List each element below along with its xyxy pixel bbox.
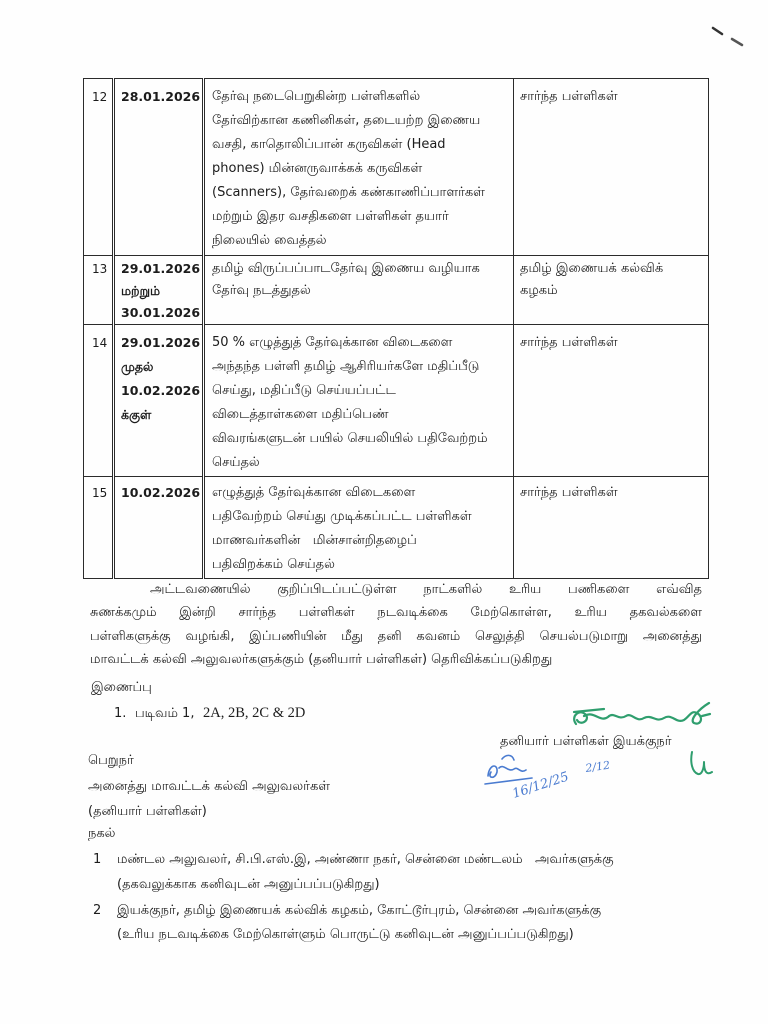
handwritten-note-ref: 2/12 bbox=[584, 758, 611, 775]
date-line: 30.01.2026 bbox=[121, 305, 201, 320]
task-line: செய்து, மதிப்பீடு செய்யப்பட்ட bbox=[212, 383, 396, 398]
task-line: (Scanners), தேர்வறைக் கண்காணிப்பாளர்கள் bbox=[212, 185, 485, 200]
copy-item-number: 1 bbox=[93, 852, 102, 867]
responsible-line: சார்ந்த பள்ளிகள் bbox=[520, 335, 618, 350]
copy-item-line: (உரிய நடவடிக்கை மேற்கொள்ளும் பொருட்டு கனிவுடன் அனுப்பப்படுகிறது) bbox=[117, 927, 574, 942]
task-line: தேர்விற்கான கணினிகள், தடையற்ற இணைய bbox=[212, 113, 481, 128]
date-line: மற்றும் bbox=[121, 283, 161, 298]
task-line: வசதி, காதொலிப்பான் கருவிகள் (Head bbox=[212, 137, 446, 152]
paragraph-line: மாவட்டக் கல்வி அலுவலர்களுக்கும் (தனியார் பள்ளிகள்) தெரிவிக்கப்படுகிறது bbox=[90, 651, 553, 667]
task-line: மாணவர்களின் மின்சான்றிதழைப் bbox=[212, 533, 417, 548]
date-line: 28.01.2026 bbox=[121, 89, 201, 104]
copy-item-line: இயக்குநர், தமிழ் இணையக் கல்விக் கழகம், கோட்டூர்புரம், சென்னை அவர்களுக்கு bbox=[117, 903, 602, 918]
paragraph-line: பள்ளிகளுக்கு வழங்கி, இப்பணியின் மீது தனி கவனம் செலுத்தி செயல்படுமாறு அனைத்து bbox=[90, 628, 702, 644]
row-number: 15 bbox=[84, 477, 114, 579]
date-cell bbox=[114, 477, 204, 579]
recipient-line: (தனியார் பள்ளிகள்) bbox=[88, 804, 207, 819]
handwritten-initials-note bbox=[480, 750, 620, 806]
signatory-designation: தனியார் பள்ளிகள் இயக்குநர் bbox=[500, 734, 672, 749]
paragraph-line: சுணக்கமும் இன்றி சார்ந்த பள்ளிகள் நடவடிக்கை மேற்கொள்ள, உரிய தகவல்களை bbox=[90, 605, 702, 621]
date-cell bbox=[114, 325, 204, 477]
paragraph-line: அட்டவணையில் குறிப்பிடப்பட்டுள்ள நாட்களில் உரிய பணிகளை எவ்வித bbox=[150, 582, 702, 597]
schedule-row bbox=[84, 325, 709, 477]
copy-item-line: (தகவலுக்காக கனிவுடன் அனுப்பப்படுகிறது) bbox=[117, 877, 380, 892]
schedule-row bbox=[84, 79, 709, 256]
task-cell bbox=[204, 256, 514, 325]
date-line: 29.01.2026 bbox=[121, 335, 201, 350]
task-line: 50 % எழுத்துத் தேர்வுக்கான விடைகளை bbox=[212, 335, 453, 350]
row-number: 12 bbox=[84, 79, 114, 256]
task-line: தேர்வு நடத்துதல் bbox=[212, 283, 311, 298]
scan-artifact-marks bbox=[706, 22, 750, 50]
recipient-heading: பெறுநர் bbox=[88, 753, 134, 768]
responsible-cell bbox=[514, 79, 709, 256]
task-cell bbox=[204, 79, 514, 256]
row-number: 14 bbox=[84, 325, 114, 477]
responsible-cell bbox=[514, 477, 709, 579]
row-number: 13 bbox=[84, 256, 114, 325]
signature-flourish bbox=[686, 748, 716, 780]
date-line: க்குள் bbox=[121, 407, 152, 422]
date-cell bbox=[114, 256, 204, 325]
task-line: பதிவிறக்கம் செய்தல் bbox=[212, 557, 335, 572]
copy-item-line: மண்டல அலுவலர், சி.பி.எஸ்.இ, அண்ணா நகர், சென்னை மண்டலம் அவர்களுக்கு bbox=[117, 852, 614, 867]
task-line: எழுத்துத் தேர்வுக்கான விடைகளை bbox=[212, 485, 416, 500]
task-line: செய்தல் bbox=[212, 455, 260, 470]
task-line: தேர்வு நடைபெறுகின்ற பள்ளிகளில் bbox=[212, 89, 421, 104]
task-line: தமிழ் விருப்பப்பாடதேர்வு இணைய வழியாக bbox=[212, 261, 480, 276]
task-cell bbox=[204, 325, 514, 477]
copy-to-heading: நகல் bbox=[88, 826, 116, 841]
schedule-table bbox=[83, 78, 709, 579]
schedule-row bbox=[84, 256, 709, 325]
date-line: 10.02.2026 bbox=[121, 383, 201, 398]
responsible-line: தமிழ் இணையக் கல்விக் bbox=[520, 261, 664, 276]
task-line: பதிவேற்றம் செய்து முடிக்கப்பட்ட பள்ளிகள் bbox=[212, 509, 472, 524]
schedule-row bbox=[84, 477, 709, 579]
date-line: 29.01.2026 bbox=[121, 261, 201, 276]
handwritten-note-date: 16/12/25 bbox=[510, 769, 571, 802]
task-line: phones) மின்னருவாக்கக் கருவிகள் bbox=[212, 161, 423, 176]
date-cell bbox=[114, 79, 204, 256]
enclosure-item-label: படிவம் 1, bbox=[135, 706, 195, 721]
task-line: விடைத்தாள்களை மதிப்பெண் bbox=[212, 407, 389, 422]
date-line: 10.02.2026 bbox=[121, 485, 201, 500]
task-line: நிலையில் வைத்தல் bbox=[212, 233, 327, 248]
task-line: மற்றும் இதர வசதிகளை பள்ளிகள் தயார் bbox=[212, 209, 449, 224]
instruction-paragraph bbox=[90, 578, 702, 671]
enclosure-heading: இணைப்பு bbox=[91, 680, 152, 695]
responsible-cell bbox=[514, 325, 709, 477]
enclosure-item-forms: 2A, 2B, 2C & 2D bbox=[203, 705, 306, 721]
responsible-line: சார்ந்த பள்ளிகள் bbox=[520, 485, 618, 500]
responsible-line: சார்ந்த பள்ளிகள் bbox=[520, 89, 618, 104]
recipient-line: அனைத்து மாவட்டக் கல்வி அலுவலர்கள் bbox=[88, 779, 331, 794]
date-line: முதல் bbox=[121, 359, 154, 374]
responsible-line: கழகம் bbox=[520, 283, 558, 298]
copy-item-number: 2 bbox=[93, 903, 102, 918]
task-line: விவரங்களுடன் பயில் செயலியில் பதிவேற்றம் bbox=[212, 431, 488, 446]
task-line: அந்தந்த பள்ளி தமிழ் ஆசிரியர்களே மதிப்பீடு bbox=[212, 359, 480, 374]
responsible-cell bbox=[514, 256, 709, 325]
task-cell bbox=[204, 477, 514, 579]
enclosure-item-number: 1. bbox=[114, 706, 127, 721]
